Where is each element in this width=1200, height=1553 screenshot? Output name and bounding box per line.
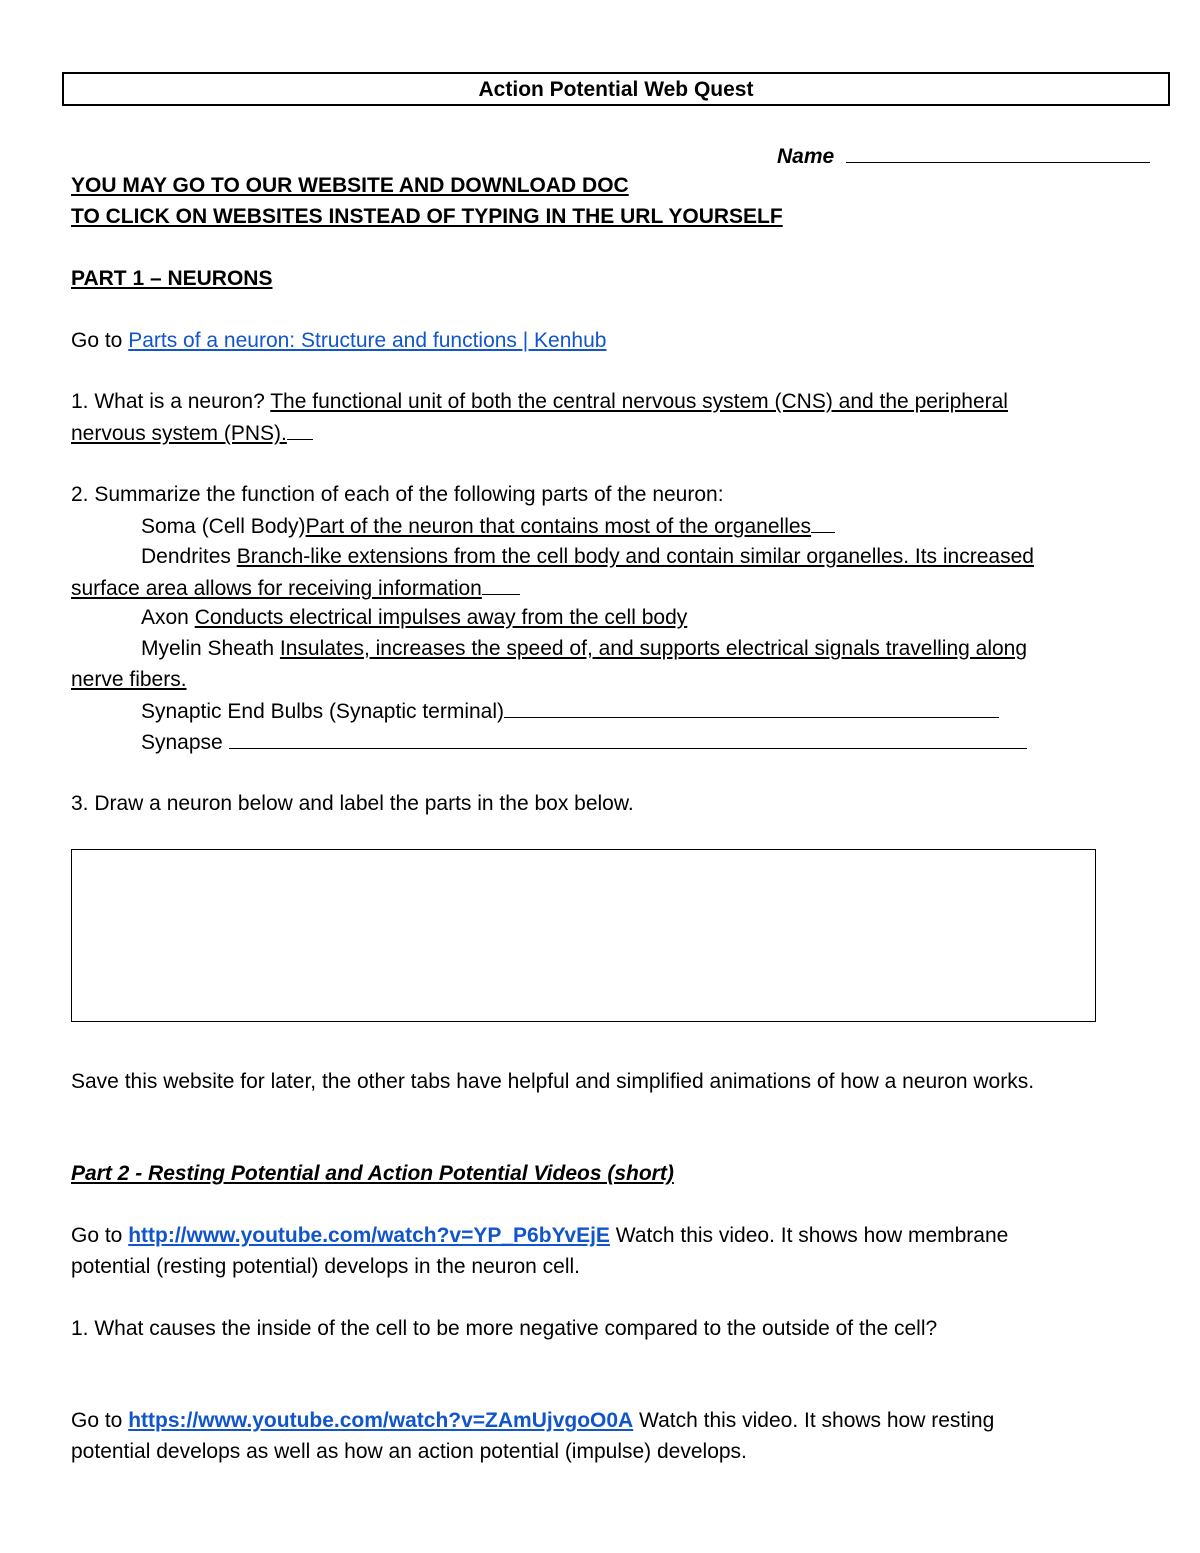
myelin-answer-b: nerve fibers. xyxy=(71,668,187,691)
notice-line-2: TO CLICK ON WEBSITES INSTEAD OF TYPING IN THE URL YOURSELF xyxy=(71,205,783,228)
dendrites-row xyxy=(141,543,1034,571)
part2-goto2-b: potential develops as well as how an action potential (impulse) develops. xyxy=(71,1440,747,1463)
youtube-link-2[interactable]: https://www.youtube.com/watch?v=ZAmUjvgoO0A xyxy=(128,1409,634,1432)
name-field[interactable] xyxy=(846,142,1150,163)
soma-row xyxy=(141,512,835,541)
save-note: Save this website for later, the other tabs have helpful and simplified animations of how a neuron works. xyxy=(71,1070,1035,1093)
q1-line-a xyxy=(71,388,1008,416)
kenhub-link[interactable]: Parts of a neuron: Structure and functions | Kenhub xyxy=(128,329,607,352)
synapse-label: Synapse xyxy=(141,731,229,754)
goto2-prefix: Go to xyxy=(71,1409,129,1432)
myelin-row-b xyxy=(71,666,187,694)
name-row xyxy=(777,142,1150,171)
q3-prompt: 3. Draw a neuron below and label the parts in the box below. xyxy=(71,792,634,815)
axon-answer: Conducts electrical impulses away from the cell body xyxy=(194,606,688,629)
q1-answer-b: nervous system (PNS). xyxy=(71,422,287,445)
dendrites-label: Dendrites xyxy=(141,545,237,568)
myelin-row xyxy=(141,635,1027,663)
part2-goto1-b: potential (resting potential) develops in the neuron cell. xyxy=(71,1255,580,1278)
soma-blank xyxy=(811,512,835,533)
dendrites-answer-a: Branch-like extensions from the cell body and contain similar organelles. Its increased xyxy=(236,545,1034,568)
dendrites-blank xyxy=(482,574,520,595)
part1-goto xyxy=(71,327,606,355)
dendrites-row-b xyxy=(71,574,520,603)
axon-row xyxy=(141,604,687,632)
axon-label: Axon xyxy=(141,606,195,629)
soma-label: Soma (Cell Body) xyxy=(141,515,306,538)
part2-q1: 1. What causes the inside of the cell to be more negative compared to the outside of the cell? xyxy=(71,1317,938,1340)
synaptic-row xyxy=(141,697,999,726)
goto1-prefix: Go to xyxy=(71,1224,129,1247)
q1-prefix: 1. What is a neuron? xyxy=(71,390,271,413)
synaptic-label: Synaptic End Bulbs (Synaptic terminal) xyxy=(141,700,504,723)
synaptic-answer-blank[interactable] xyxy=(504,697,999,718)
youtube-link-1[interactable]: http://www.youtube.com/watch?v=YP_P6bYvEjE xyxy=(128,1224,610,1247)
name-label: Name xyxy=(777,145,835,168)
goto-prefix: Go to xyxy=(71,329,129,352)
notice-line-1: YOU MAY GO TO OUR WEBSITE AND DOWNLOAD DOC xyxy=(71,174,629,197)
dendrites-answer-b: surface area allows for receiving information xyxy=(71,577,482,600)
goto1-suffix-a: Watch this video. It shows how membrane xyxy=(609,1224,1009,1247)
synapse-answer-blank[interactable] xyxy=(229,728,1027,749)
part2-goto2 xyxy=(71,1407,994,1435)
part1-heading: PART 1 – NEURONS xyxy=(71,267,273,290)
synapse-row xyxy=(141,728,1027,757)
document-title: Action Potential Web Quest xyxy=(62,72,1170,106)
soma-answer: Part of the neuron that contains most of the organelles xyxy=(305,515,812,538)
myelin-label: Myelin Sheath xyxy=(141,637,280,660)
neuron-drawing-box[interactable] xyxy=(71,849,1096,1022)
part2-heading: Part 2 - Resting Potential and Action Potential Videos (short) xyxy=(71,1162,674,1185)
q2-prompt: 2. Summarize the function of each of the following parts of the neuron: xyxy=(71,483,724,506)
q1-answer-blank xyxy=(287,419,313,440)
q1-line-b xyxy=(71,419,313,448)
goto2-suffix-a: Watch this video. It shows how resting xyxy=(633,1409,995,1432)
myelin-answer-a: Insulates, increases the speed of, and supports electrical signals travelling along xyxy=(279,637,1028,660)
q1-answer-a: The functional unit of both the central nervous system (CNS) and the peripheral xyxy=(270,390,1008,413)
part2-goto1 xyxy=(71,1222,1008,1250)
